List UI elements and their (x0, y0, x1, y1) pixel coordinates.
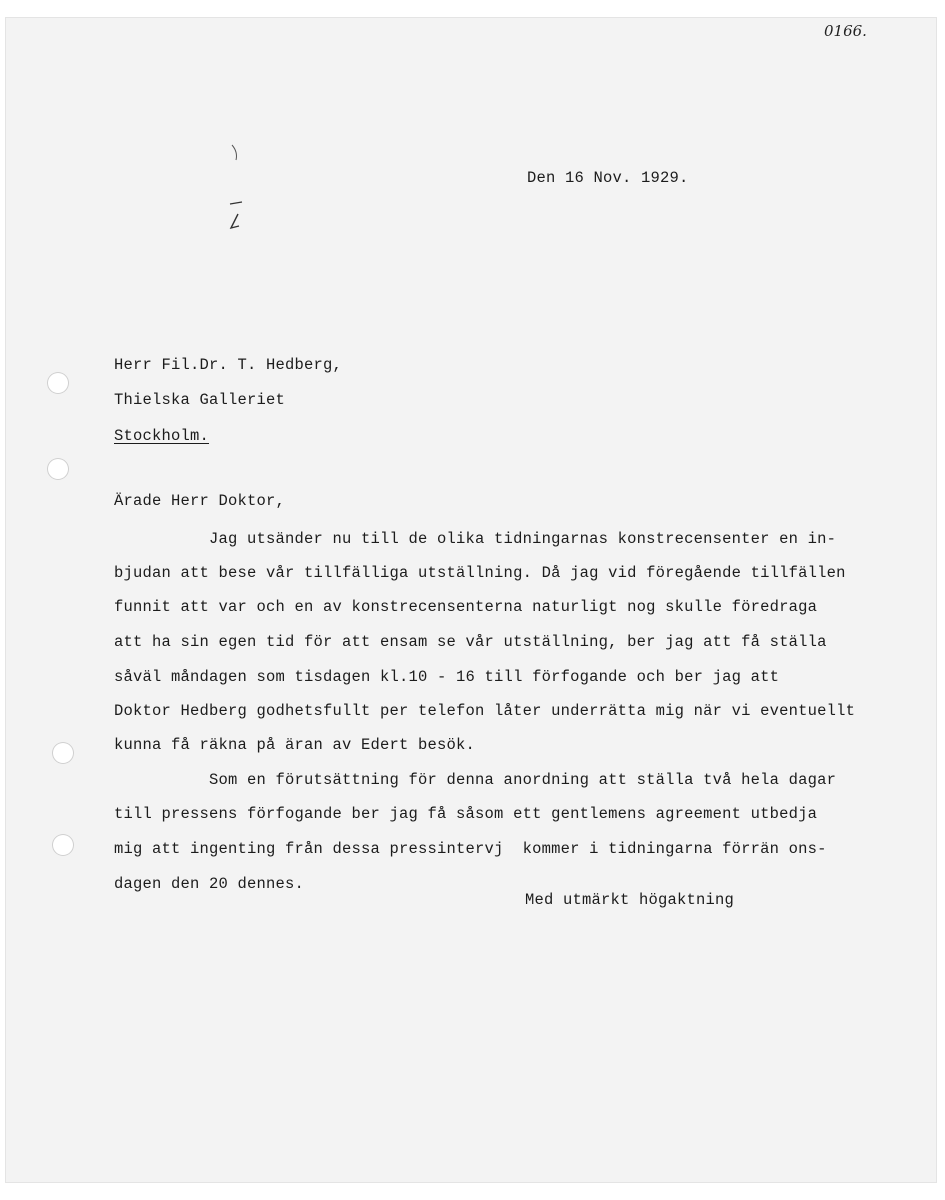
salutation: Ärade Herr Doktor, (114, 492, 286, 510)
body-line: Jag utsänder nu till de olika tidningarnas konstrecensenter en in- (114, 530, 837, 548)
punch-hole (47, 458, 69, 480)
body-line: kunna få räkna på äran av Edert besök. (114, 736, 476, 754)
punch-hole (52, 742, 74, 764)
closing-line: Med utmärkt högaktning (525, 891, 735, 909)
body-line: bjudan att bese vår tillfälliga utställning. Då jag vid föregående tillfällen (114, 564, 846, 582)
recipient-city: Stockholm. (114, 427, 210, 445)
body-line: dagen den 20 dennes. (114, 875, 305, 893)
date-line: Den 16 Nov. 1929. (527, 169, 689, 187)
pencil-mark (222, 140, 252, 240)
body-line: Som en förutsättning för denna anordning att ställa två hela dagar (114, 771, 837, 789)
recipient-institution: Thielska Galleriet (114, 391, 286, 409)
body-line: Doktor Hedberg godhetsfullt per telefon låter underrätta mig när vi eventuellt (114, 702, 856, 720)
body-line: att ha sin egen tid för att ensam se vår utställning, ber jag att få ställa (114, 633, 827, 651)
body-line: till pressens förfogande ber jag få såsom ett gentlemens agreement utbedja (114, 805, 818, 823)
body-line: såväl måndagen som tisdagen kl.10 - 16 till förfogande och ber jag att (114, 668, 780, 686)
body-line: mig att ingenting från dessa pressintervj kommer i tidningarna förrän ons- (114, 840, 827, 858)
recipient-name: Herr Fil.Dr. T. Hedberg, (114, 356, 343, 374)
archive-number: 0166. (824, 22, 867, 40)
body-line: funnit att var och en av konstrecensenterna naturligt nog skulle föredraga (114, 598, 818, 616)
punch-hole (52, 834, 74, 856)
punch-hole (47, 372, 69, 394)
